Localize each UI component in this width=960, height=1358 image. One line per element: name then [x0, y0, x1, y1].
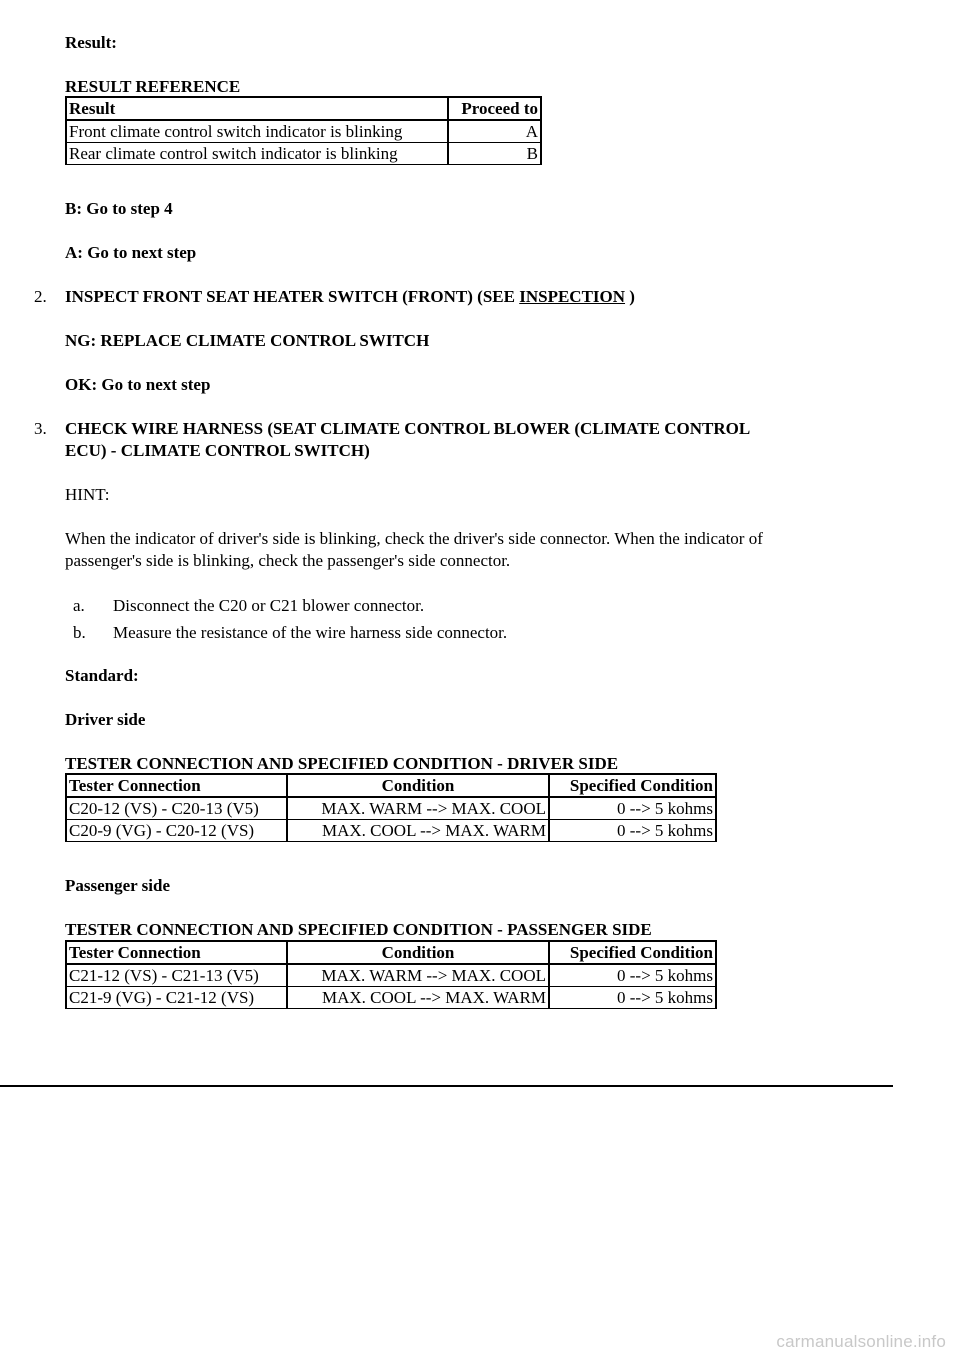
table-cell: C20-12 (VS) - C20-13 (V5) [66, 797, 287, 820]
substep-marker: b. [73, 623, 86, 642]
table-cell: C21-9 (VG) - C21-12 (VS) [66, 987, 287, 1009]
list-item [73, 596, 773, 623]
table-row [66, 120, 541, 143]
table-cell: 0 --> 5 kohms [549, 987, 716, 1009]
table-cell: Front climate control switch indicator is blinking [66, 120, 448, 143]
a-goto-text: A: Go to next step [65, 243, 197, 262]
substep-text: Measure the resistance of the wire harness side connector. [113, 623, 508, 642]
table-cell: Rear climate control switch indicator is blinking [66, 143, 448, 165]
step3-title-line2: ECU) - CLIMATE CONTROL SWITCH) [65, 441, 370, 460]
b-goto-text: B: Go to step 4 [65, 199, 173, 218]
table-header-row [66, 774, 716, 797]
table-row [66, 987, 716, 1009]
passenger-table-caption: TESTER CONNECTION AND SPECIFIED CONDITION - PASSENGER SIDE [65, 920, 652, 939]
substep-marker: a. [73, 596, 85, 615]
table-cell: A [448, 120, 541, 143]
table-row [66, 820, 716, 842]
table-cell: MAX. COOL --> MAX. WARM [287, 987, 549, 1009]
table-cell: MAX. WARM --> MAX. COOL [287, 964, 549, 987]
table-cell: 0 --> 5 kohms [549, 820, 716, 842]
table-header: Specified Condition [549, 774, 716, 797]
result-label: Result: [65, 33, 117, 52]
result-reference-table [65, 96, 542, 165]
step2-title-text: INSPECT FRONT SEAT HEATER SWITCH (FRONT) (SEE [65, 287, 520, 306]
hint-text-line2: passenger's side is blinking, check the passenger's side connector. [65, 551, 511, 570]
driver-table-caption: TESTER CONNECTION AND SPECIFIED CONDITION - DRIVER SIDE [65, 754, 619, 773]
table-header: Condition [287, 774, 549, 797]
table-cell: C20-9 (VG) - C20-12 (VS) [66, 820, 287, 842]
step-number: 2. [34, 287, 47, 306]
table-header: Tester Connection [66, 774, 287, 797]
driver-spec-table [65, 773, 717, 842]
standard-label: Standard: [65, 666, 139, 685]
table-header: Specified Condition [549, 941, 716, 964]
inspection-link[interactable]: INSPECTION [519, 287, 626, 306]
table-header-row [66, 97, 541, 120]
table-row [66, 143, 541, 165]
passenger-spec-table [65, 940, 717, 1009]
table-cell: C21-12 (VS) - C21-13 (V5) [66, 964, 287, 987]
table-row [66, 964, 716, 987]
substep-text: Disconnect the C20 or C21 blower connector. [113, 596, 425, 615]
result-reference-caption: RESULT REFERENCE [65, 77, 241, 96]
step-number: 3. [34, 419, 47, 438]
table-row [66, 797, 716, 820]
table-cell: MAX. WARM --> MAX. COOL [287, 797, 549, 820]
step2-title [65, 287, 635, 307]
substep-list [73, 596, 773, 650]
ok-text: OK: Go to next step [65, 375, 211, 394]
table-header: Condition [287, 941, 549, 964]
table-header: Tester Connection [66, 941, 287, 964]
watermark-text: carmanualsonline.info [776, 1332, 946, 1351]
step2-title-close: ) [625, 287, 635, 306]
ng-text: NG: REPLACE CLIMATE CONTROL SWITCH [65, 331, 430, 350]
table-cell: 0 --> 5 kohms [549, 964, 716, 987]
hint-label: HINT: [65, 485, 110, 504]
table-header: Proceed to [448, 97, 541, 120]
hint-text-line1: When the indicator of driver's side is blinking, check the driver's side connector. When the indicator of [65, 529, 763, 548]
step3-title-line1: CHECK WIRE HARNESS (SEAT CLIMATE CONTROL BLOWER (CLIMATE CONTROL [65, 419, 751, 438]
table-cell: 0 --> 5 kohms [549, 797, 716, 820]
list-item [73, 623, 773, 650]
horizontal-rule [0, 1085, 893, 1087]
table-cell: MAX. COOL --> MAX. WARM [287, 820, 549, 842]
table-header: Result [66, 97, 448, 120]
driver-side-label: Driver side [65, 710, 146, 729]
table-header-row [66, 941, 716, 964]
passenger-side-label: Passenger side [65, 876, 170, 895]
table-cell: B [448, 143, 541, 165]
